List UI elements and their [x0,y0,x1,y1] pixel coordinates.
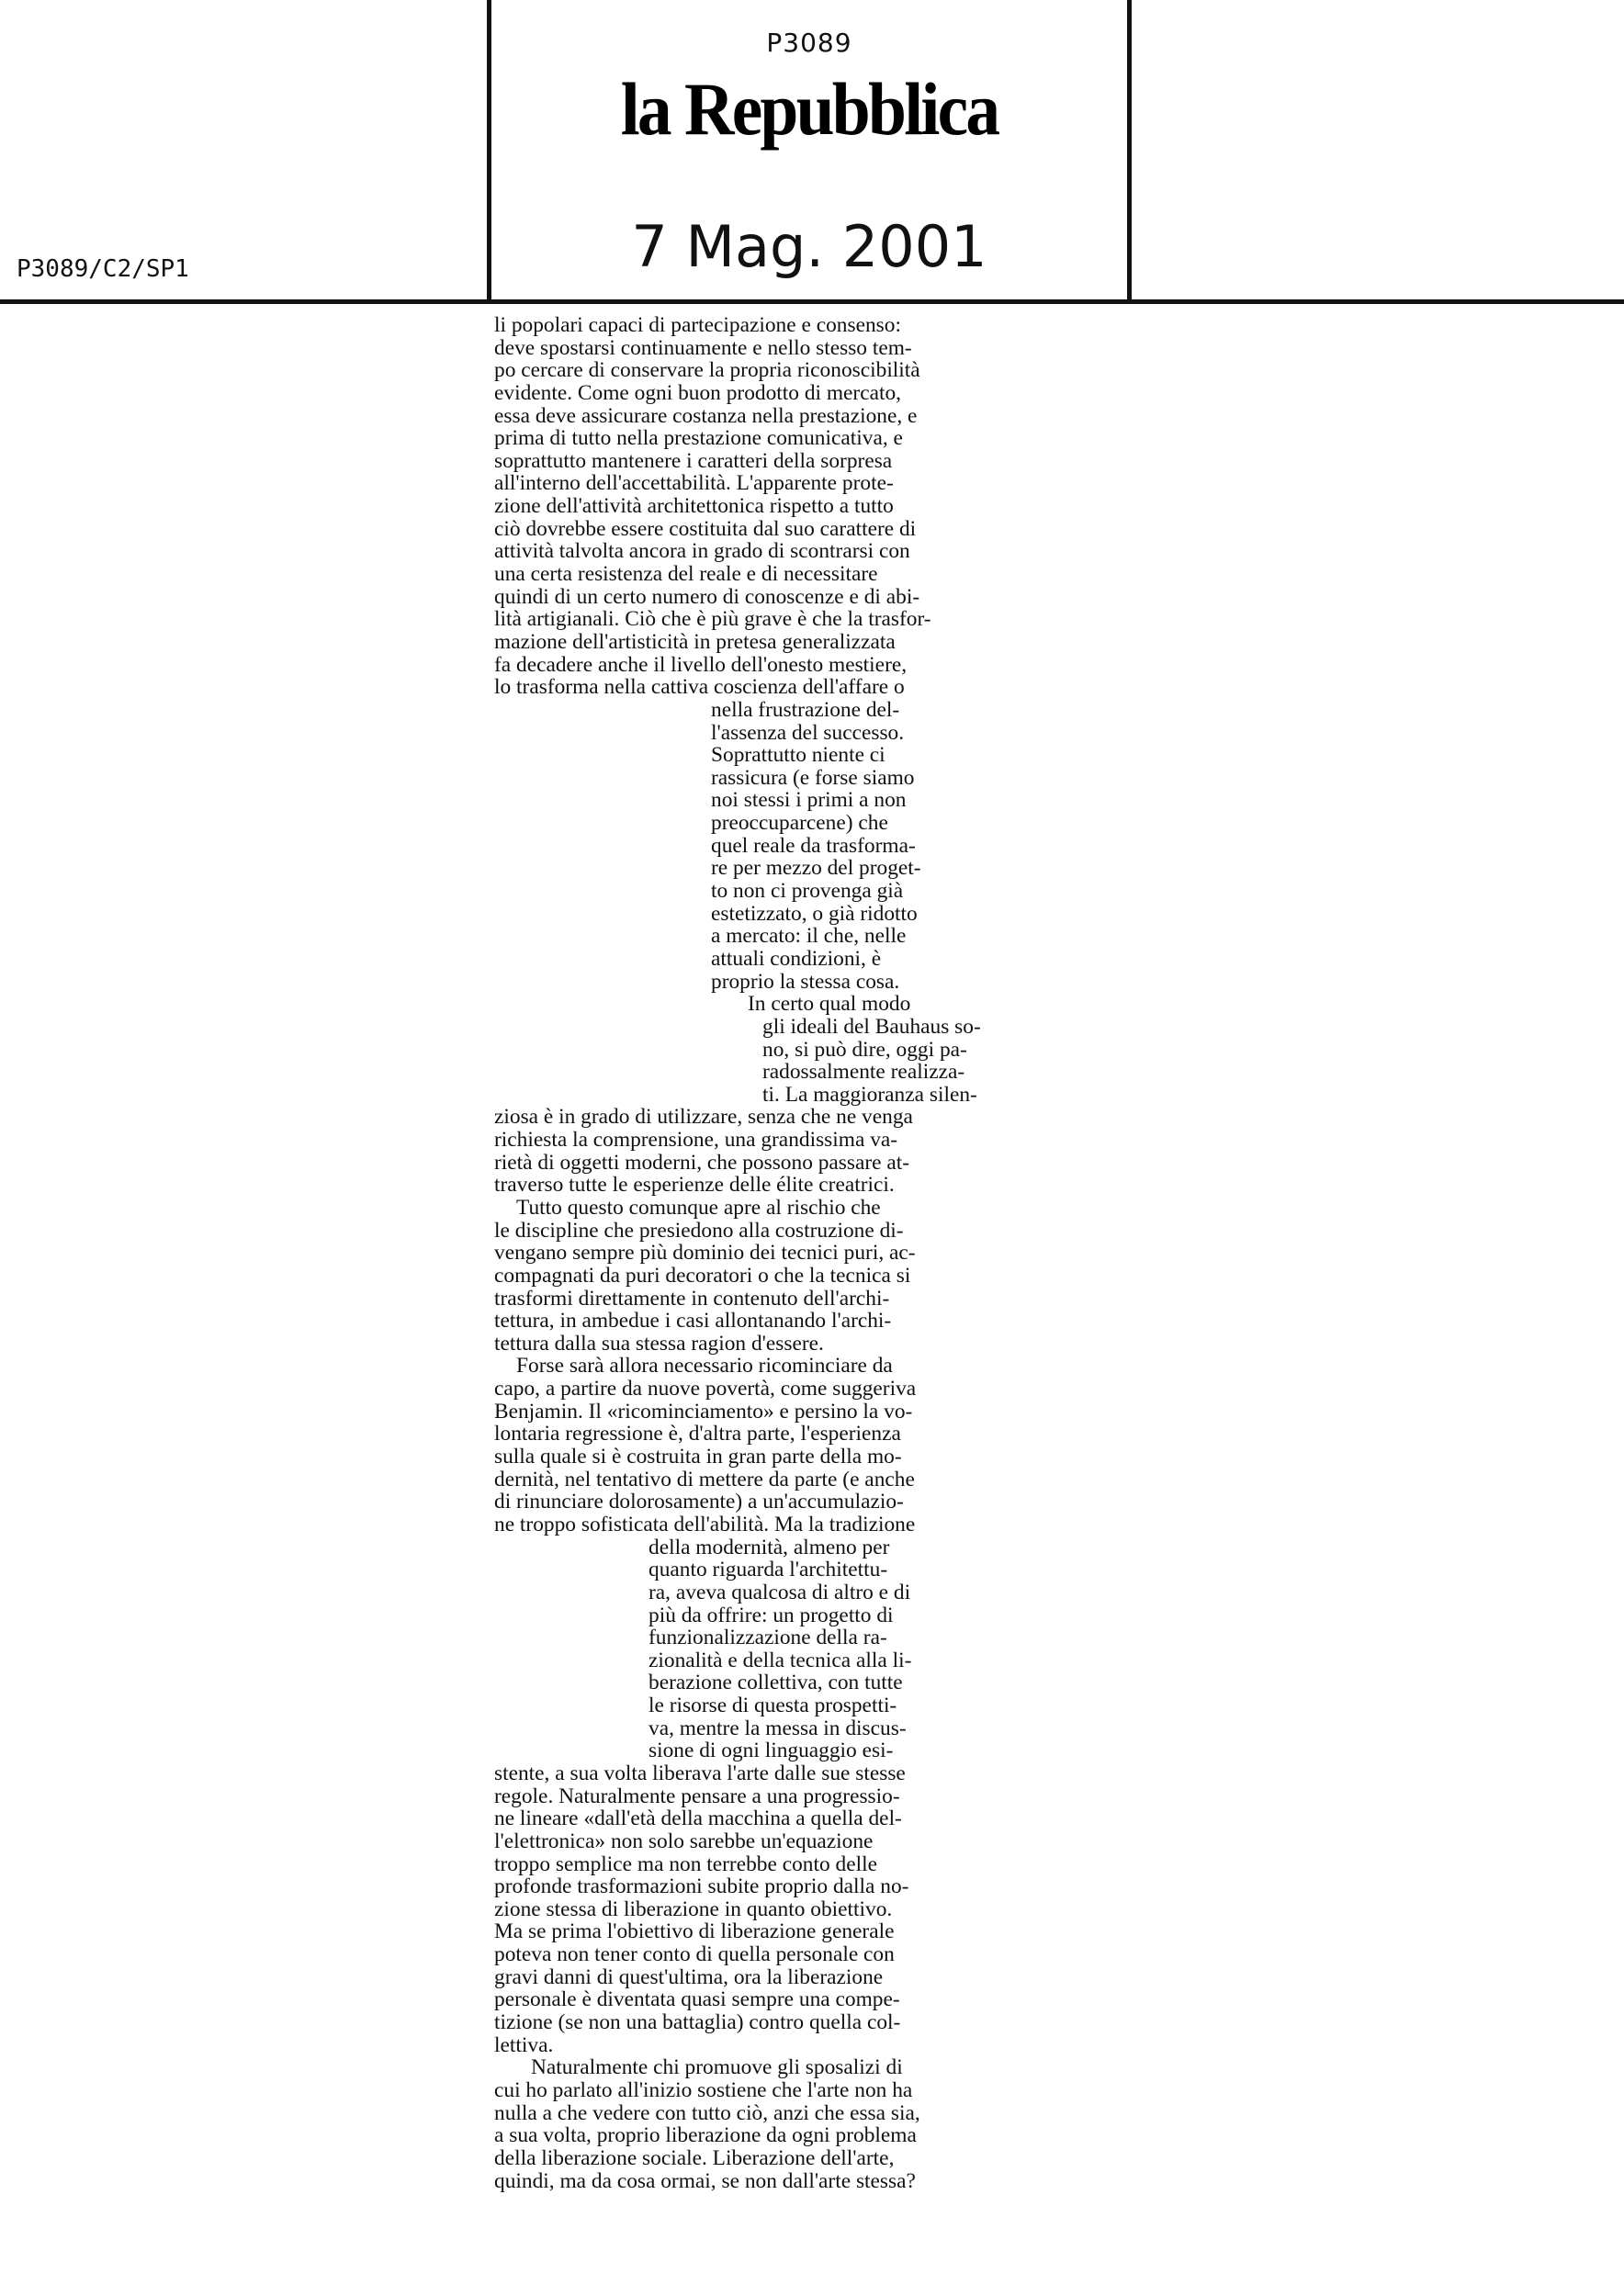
article-line: zionalità e della tecnica alla li- [648,1648,912,1672]
article-line: l'assenza del successo. [711,720,905,745]
article-line: a sua volta, proprio liberazione da ogni problema [494,2123,917,2148]
archive-code: P3089 [766,28,852,58]
article-line: fa decadere anche il livello dell'onesto mestiere, [494,652,908,677]
article-line: ra, aveva qualcosa di altro e di [648,1580,911,1604]
publication-date: 7 Mag. 2001 [631,213,987,280]
article-line: nella frustrazione del- [711,697,900,722]
article-line: quindi, ma da cosa ormai, se non dall'arte stessa? [494,2168,916,2193]
article-line: ti. La maggioranza silen- [762,1082,977,1107]
article-line: tettura dalla sua stessa ragion d'essere. [494,1331,824,1356]
article-line: Benjamin. Il «ricominciamento» e persino la vo- [494,1399,913,1424]
article-line: troppo semplice ma non terrebbe conto delle [494,1851,877,1876]
clipping-reference-code: P3089/C2/SP1 [17,255,189,283]
article-line: ciò dovrebbe essere costituita dal suo carattere di [494,516,917,541]
article-line: quanto riguarda l'architettu- [648,1558,888,1582]
article-line: Soprattutto niente ci [711,743,885,768]
article-line: re per mezzo del proget- [711,856,921,881]
article-line: Naturalmente chi promuove gli sposalizi di [531,2055,903,2080]
article-line: sione di ogni linguaggio esi- [648,1739,894,1763]
article-line: Tutto questo comunque apre al rischio che [516,1195,881,1220]
article-line: attività talvolta ancora in grado di scontrarsi con [494,539,910,564]
article-line: profonde trasformazioni subite proprio dalla no- [494,1874,909,1899]
article-line: gravi danni di quest'ultima, ora la liberazione [494,1964,884,1989]
article-line: cui ho parlato all'inizio sostiene che l'arte non ha [494,2077,913,2102]
article-line: tizione (se non una battaglia) contro quella col- [494,2010,901,2035]
article-line: capo, a partire da nuove povertà, come suggeriva [494,1377,917,1401]
article-line: vengano sempre più dominio dei tecnici puri, ac- [494,1241,916,1266]
article-line: preoccuparcene) che [711,811,888,836]
article-line: essa deve assicurare costanza nella prestazione, e [494,403,918,428]
article-line: zione stessa di liberazione in quanto obiettivo. [494,1896,893,1921]
article-line: prima di tutto nella prestazione comunicativa, e [494,426,903,451]
article-line: l'elettronica» non solo sarebbe un'equazione [494,1829,874,1853]
article-line: traverso tutte le esperienze delle élite creatrici. [494,1173,895,1198]
article-line: proprio la stessa cosa. [711,969,900,994]
newspaper-masthead: la Repubblica [620,67,998,151]
article-line: Ma se prima l'obiettivo di liberazione generale [494,1919,895,1944]
article-line: attuali condizioni, è [711,946,882,971]
article-line: gli ideali del Bauhaus so- [762,1014,981,1039]
article-line: dernità, nel tentativo di mettere da parte (e anche [494,1467,915,1491]
article-line: estetizzato, o già ridotto [711,901,918,926]
article-line: a mercato: il che, nelle [711,924,907,949]
article-line: trasformi direttamente in contenuto dell'archi- [494,1286,890,1311]
article-line: regole. Naturalmente pensare a una progressio- [494,1784,900,1808]
article-line: po cercare di conservare la propria riconoscibilità [494,358,920,383]
article-line: all'interno dell'accettabilità. L'apparente prote- [494,471,894,496]
article-line: le discipline che presiedono alla costruzione di- [494,1218,904,1243]
article-line: lità artigianali. Ciò che è più grave è che la trasfor- [494,607,931,632]
article-line: nulla a che vedere con tutto ciò, anzi che essa sia, [494,2100,920,2125]
article-line: ne lineare «dall'età della macchina a quella del- [494,1806,902,1831]
article-line: In certo qual modo [748,992,911,1017]
article-line: rassicura (e forse siamo [711,765,915,790]
header-bottom-rule [0,299,1624,304]
article-line: va, mentre la messa in discus- [648,1716,907,1740]
article-line: tettura, in ambedue i casi allontanando l'archi- [494,1309,892,1334]
article-line: li popolari capaci di partecipazione e consenso: [494,313,901,337]
article-line: berazione collettiva, con tutte [648,1671,903,1695]
article-line: deve spostarsi continuamente e nello stesso tem- [494,335,912,360]
article-line: lontaria regressione è, d'altra parte, l'esperienza [494,1422,901,1446]
article-line: zione dell'attività architettonica rispetto a tutto [494,494,894,519]
article-line: rietà di oggetti moderni, che possono passare at- [494,1150,910,1175]
article-line: le risorse di questa prospetti- [648,1694,897,1718]
article-line: stente, a sua volta liberava l'arte dalle sue stesse [494,1761,906,1785]
article-line: compagnati da puri decoratori o che la tecnica si [494,1263,911,1288]
article-line: soprattutto mantenere i caratteri della sorpresa [494,448,893,473]
article-line: lo trasforma nella cattiva coscienza dell'affare o [494,675,905,700]
article-line: lettiva. [494,2032,554,2057]
article-line: to non ci provenga già [711,879,904,904]
article-line: Forse sarà allora necessario ricominciare da [516,1354,893,1379]
article-line: ne troppo sofisticata dell'abilità. Ma la tradizione [494,1512,916,1536]
article-line: una certa resistenza del reale e di necessitare [494,562,878,587]
article-line: evidente. Come ogni buon prodotto di mercato, [494,380,902,405]
article-line: quel reale da trasforma- [711,833,916,858]
article-line: della liberazione sociale. Liberazione dell'arte, [494,2145,895,2170]
article-line: più da offrire: un progetto di [648,1603,894,1627]
article-line: sulla quale si è costruita in gran parte della mo- [494,1445,902,1469]
article-line: della modernità, almeno per [648,1535,890,1559]
article-body [494,314,990,2192]
article-line: quindi di un certo numero di conoscenze e di abi- [494,584,920,609]
article-line: richiesta la comprensione, una grandissima va- [494,1128,898,1153]
article-line: ziosa è in grado di utilizzare, senza che ne venga [494,1105,913,1130]
article-line: noi stessi i primi a non [711,788,907,813]
article-line: poteva non tener conto di quella personale con [494,1942,895,1967]
article-line: mazione dell'artisticità in pretesa generalizzata [494,629,896,654]
article-line: funzionalizzazione della ra- [648,1626,887,1650]
article-line: personale è diventata quasi sempre una compe- [494,1987,900,2012]
article-line: no, si può dire, oggi pa- [762,1037,967,1062]
article-line: radossalmente realizza- [762,1060,965,1085]
article-line: di rinunciare dolorosamente) a un'accumulazio- [494,1490,904,1514]
